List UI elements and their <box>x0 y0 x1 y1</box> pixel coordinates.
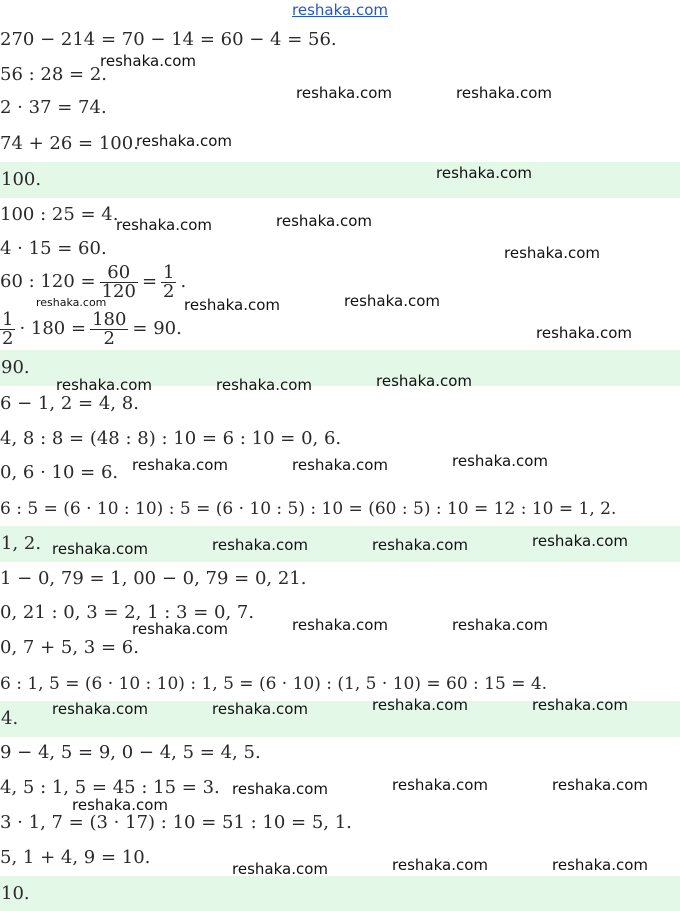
answer-text: 100. <box>1 169 42 190</box>
fraction <box>0 308 15 349</box>
watermark: reshaka.com <box>116 216 212 234</box>
equation-line: 56 : 28 = 2. <box>0 64 108 85</box>
equation-line: 1 − 0, 79 = 1, 00 − 0, 79 = 0, 21. <box>0 568 307 589</box>
equation-line: 4 · 15 = 60. <box>0 238 107 259</box>
watermark: reshaka.com <box>436 164 532 182</box>
equation-line: 6 : 1, 5 = (6 · 10 : 10) : 1, 5 = (6 · 10) : (1, 5 · 10) = 60 : 15 = 4. <box>0 674 548 694</box>
fraction-numerator: 1 <box>2 308 14 330</box>
equation-line: 270 − 214 = 70 − 14 = 60 − 4 = 56. <box>0 29 337 50</box>
answer-text: 1, 2. <box>1 533 42 554</box>
watermark: reshaka.com <box>276 212 372 230</box>
watermark: reshaka.com <box>532 696 628 714</box>
fraction-numerator: 1 <box>163 262 175 283</box>
watermark: reshaka.com <box>456 84 552 102</box>
equation-line: 0, 7 + 5, 3 = 6. <box>0 637 139 658</box>
equation-line: 4, 5 : 1, 5 = 45 : 15 = 3. <box>0 777 220 798</box>
fraction-denominator: 2 <box>103 327 115 349</box>
fraction-numerator: 180 <box>92 308 127 330</box>
watermark: reshaka.com <box>56 376 152 394</box>
watermark: reshaka.com <box>212 700 308 718</box>
answer-band <box>0 876 680 911</box>
watermark: reshaka.com <box>452 452 548 470</box>
watermark: reshaka.com <box>504 244 600 262</box>
watermark: reshaka.com <box>296 84 392 102</box>
watermark: reshaka.com <box>52 700 148 718</box>
watermark: reshaka.com <box>36 296 107 309</box>
watermark: reshaka.com <box>184 296 280 314</box>
watermark: reshaka.com <box>392 856 488 874</box>
watermark: reshaka.com <box>532 532 628 550</box>
equation-line: 2 · 37 = 74. <box>0 97 107 118</box>
equation-line: 6 − 1, 2 = 4, 8. <box>0 393 139 414</box>
watermark: reshaka.com <box>72 796 168 814</box>
fraction-denominator: 2 <box>2 327 14 349</box>
watermark: reshaka.com <box>136 132 232 150</box>
fraction-equation-line <box>0 308 182 350</box>
equation-line: 5, 1 + 4, 9 = 10. <box>0 847 151 868</box>
watermark: reshaka.com <box>452 616 548 634</box>
watermark: reshaka.com <box>212 536 308 554</box>
answer-text: 4. <box>1 708 19 729</box>
watermark: reshaka.com <box>292 616 388 634</box>
watermark: reshaka.com <box>232 860 328 878</box>
watermark: reshaka.com <box>376 372 472 390</box>
fraction-tail: = 90. <box>132 318 182 339</box>
watermark: reshaka.com <box>536 324 632 342</box>
equation-line: 74 + 26 = 100. <box>0 133 139 154</box>
header-link[interactable]: reshaka.com <box>292 1 388 19</box>
equals-sign: = <box>141 271 158 292</box>
watermark: reshaka.com <box>216 376 312 394</box>
watermark: reshaka.com <box>552 776 648 794</box>
fraction-middle: · 180 = <box>19 318 87 339</box>
watermark: reshaka.com <box>232 780 328 798</box>
equation-line: 100 : 25 = 4. <box>0 204 119 225</box>
equation-line: 4, 8 : 8 = (48 : 8) : 10 = 6 : 10 = 0, 6. <box>0 428 342 449</box>
watermark: reshaka.com <box>292 456 388 474</box>
equation-line: 0, 6 · 10 = 6. <box>0 462 119 483</box>
fraction-tail: . <box>180 271 187 292</box>
watermark: reshaka.com <box>372 536 468 554</box>
equation-line: 0, 21 : 0, 3 = 2, 1 : 3 = 0, 7. <box>0 602 255 623</box>
equation-line: 9 − 4, 5 = 9, 0 − 4, 5 = 4, 5. <box>0 742 261 763</box>
fraction <box>90 308 128 349</box>
fraction-denominator: 120 <box>101 280 136 302</box>
fraction-denominator: 2 <box>163 280 175 302</box>
fraction-lead: 60 : 120 = <box>0 271 96 292</box>
watermark: reshaka.com <box>392 776 488 794</box>
fraction-numerator: 60 <box>100 264 138 283</box>
watermark: reshaka.com <box>132 620 228 638</box>
watermark: reshaka.com <box>132 456 228 474</box>
watermark: reshaka.com <box>100 52 196 70</box>
fraction <box>161 264 176 301</box>
watermark: reshaka.com <box>52 540 148 558</box>
watermark: reshaka.com <box>372 696 468 714</box>
answer-band <box>0 162 680 198</box>
equation-line: 3 · 1, 7 = (3 · 17) : 10 = 51 : 10 = 5, 1. <box>0 812 352 833</box>
answer-text: 10. <box>1 883 30 904</box>
fraction <box>100 264 138 301</box>
equation-line: 6 : 5 = (6 · 10 : 10) : 5 = (6 · 10 : 5) : 10 = (60 : 5) : 10 = 12 : 10 = 1, 2. <box>0 499 617 519</box>
answer-text: 90. <box>1 357 30 378</box>
watermark: reshaka.com <box>552 856 648 874</box>
watermark: reshaka.com <box>344 292 440 310</box>
